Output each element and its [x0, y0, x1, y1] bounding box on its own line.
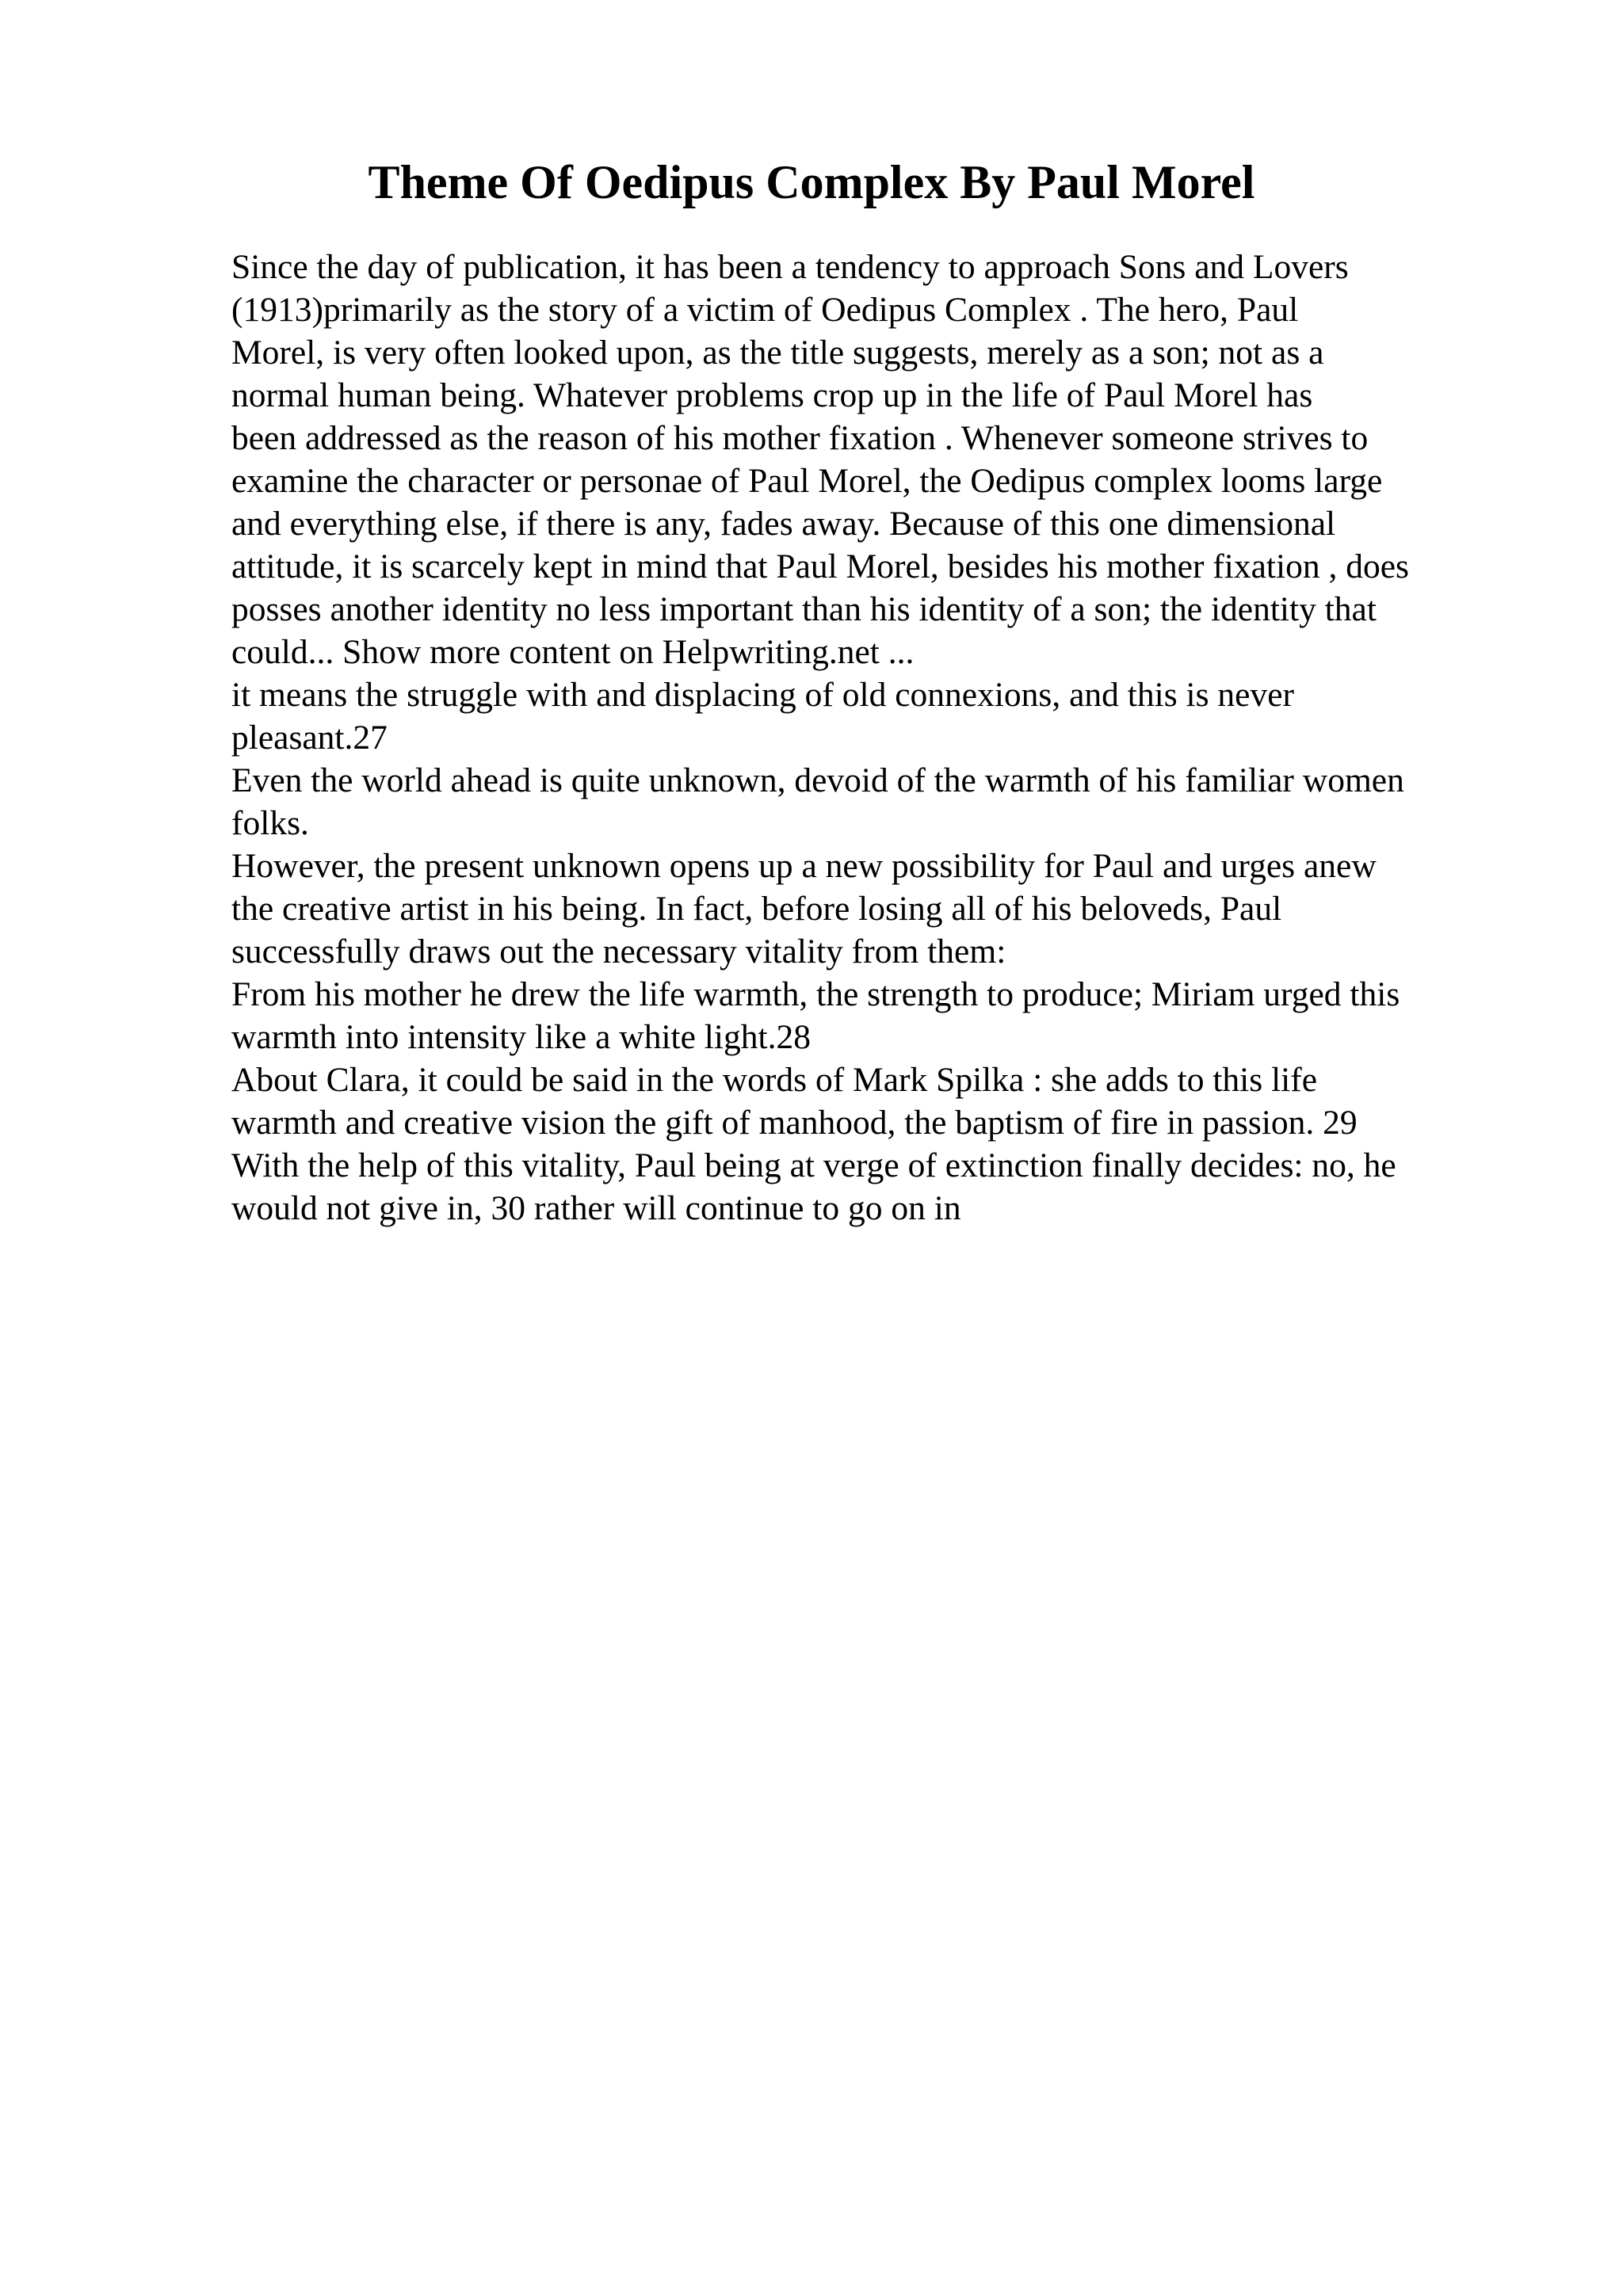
body-line: warmth and creative vision the gift of manhood, the baptism of fire in passion. 29 — [231, 1104, 1358, 1142]
body-line: However, the present unknown opens up a new possibility for Paul and urges anew — [231, 847, 1377, 885]
body-line: could... Show more content on Helpwriting.net ... — [231, 633, 915, 671]
body-line: and everything else, if there is any, fades away. Because of this one dimensional — [231, 505, 1336, 543]
body-line: Since the day of publication, it has been a tendency to approach Sons and Lovers — [231, 248, 1349, 286]
body-line: warmth into intensity like a white light.28 — [231, 1018, 811, 1056]
body-line: would not give in, 30 rather will continue to go on in — [231, 1189, 961, 1227]
body-line: Even the world ahead is quite unknown, devoid of the warmth of his familiar women — [231, 761, 1404, 799]
body-line: (1913)primarily as the story of a victim of Oedipus Complex . The hero, Paul — [231, 291, 1299, 329]
body-line: folks. — [231, 804, 309, 842]
document-title: Theme Of Oedipus Complex By Paul Morel — [368, 156, 1255, 208]
document-body — [231, 246, 1515, 1230]
body-line: been addressed as the reason of his mother fixation . Whenever someone strives to — [231, 419, 1369, 457]
body-line: From his mother he drew the life warmth, the strength to produce; Miriam urged this — [231, 975, 1400, 1013]
body-line: About Clara, it could be said in the words of Mark Spilka : she adds to this life — [231, 1061, 1318, 1099]
body-line: With the help of this vitality, Paul being at verge of extinction finally decides: no, he — [231, 1146, 1396, 1184]
body-line: the creative artist in his being. In fact, before losing all of his beloveds, Paul — [231, 890, 1282, 928]
body-line: examine the character or personae of Paul Morel, the Oedipus complex looms large — [231, 462, 1383, 500]
body-line: successfully draws out the necessary vitality from them: — [231, 933, 1006, 971]
body-line: attitude, it is scarcely kept in mind that Paul Morel, besides his mother fixation , does — [231, 547, 1409, 585]
body-line: pleasant.27 — [231, 719, 388, 757]
body-line: it means the struggle with and displacing of old connexions, and this is never — [231, 676, 1295, 714]
body-line: Morel, is very often looked upon, as the title suggests, merely as a son; not as a — [231, 334, 1324, 372]
body-line: normal human being. Whatever problems crop up in the life of Paul Morel has — [231, 376, 1313, 414]
body-line: posses another identity no less important than his identity of a son; the identity that — [231, 590, 1377, 628]
